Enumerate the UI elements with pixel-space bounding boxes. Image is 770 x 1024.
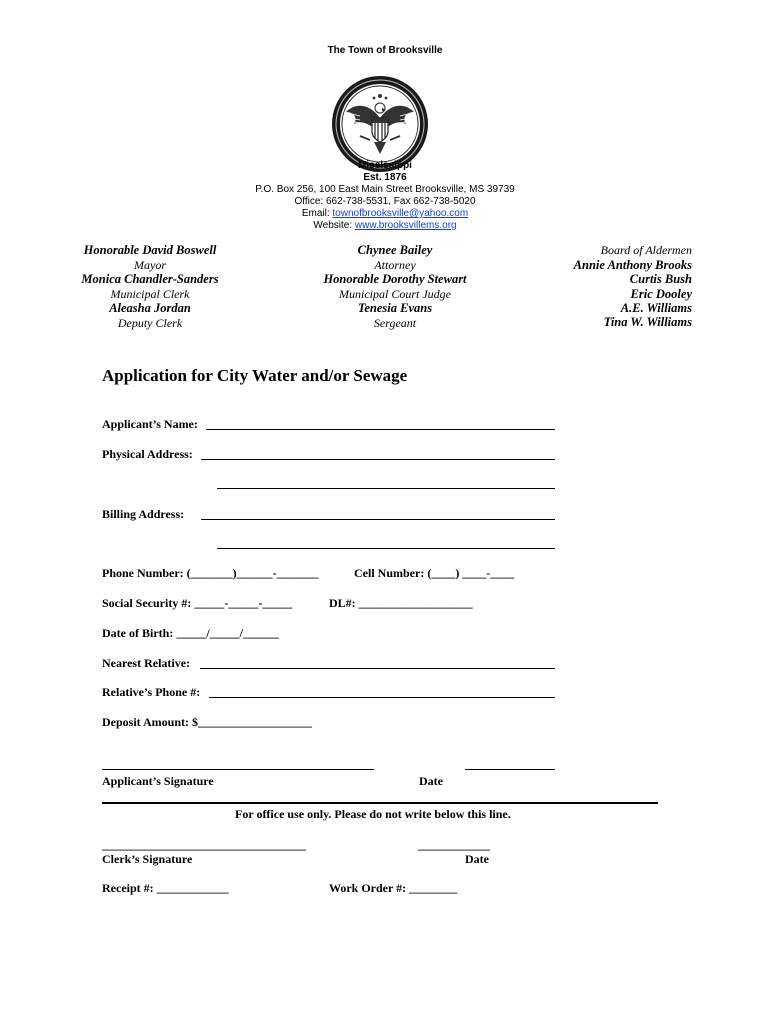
email-label: Email: [301,208,333,219]
official-name: Honorable David Boswell [83,243,217,257]
social-security-field[interactable]: Social Security #: _____-_____-_____ [102,596,293,610]
billing-address-label: Billing Address: [102,507,185,521]
email-line [0,208,770,219]
official-name: Aleasha Jordan [109,301,191,315]
relatives-phone-field[interactable] [209,697,555,698]
alderman-name: A.E. Williams [620,301,692,315]
official-role: Sergeant [373,316,417,330]
official-role: Attorney [374,258,416,272]
website-link[interactable]: www.brooksvillems.org [354,220,457,231]
mailing-address: P.O. Box 256, 100 East Main Street Brooksville, MS 39739 [255,184,515,195]
phone-number-field[interactable]: Phone Number: (_______)______-_______ [102,566,319,580]
official-role: Municipal Court Judge [339,287,451,301]
office-phone-fax: Office: 662-738-5531, Fax 662-738-5020 [294,196,476,207]
official-role: Municipal Clerk [110,287,190,301]
relatives-phone-label: Relative’s Phone #: [102,685,201,699]
alderman-name: Annie Anthony Brooks [573,258,692,272]
billing-address-field[interactable] [201,519,555,520]
clerk-signature-field[interactable]: __________________________________ [102,838,306,852]
eagle-seal-icon [330,74,430,174]
clerk-signature-label: Clerk’s Signature [102,852,193,866]
form-title: Application for City Water and/or Sewage [102,366,408,385]
clerk-date-field[interactable]: ____________ [418,838,490,852]
official-name: Honorable Dorothy Stewart [323,272,467,286]
nearest-relative-field[interactable] [200,668,555,669]
applicant-signature-field[interactable] [102,769,374,770]
applicant-name-field[interactable] [206,429,555,430]
state-name: Mississippi [358,160,412,171]
applicant-signature-label: Applicant’s Signature [102,774,214,788]
official-role: Mayor [134,258,166,272]
nearest-relative-label: Nearest Relative: [102,656,191,670]
office-use-divider [102,802,658,804]
physical-address-label: Physical Address: [102,447,193,461]
email-link[interactable]: townofbrooksville@yahoo.com [332,208,469,219]
official-name: Monica Chandler-Sanders [81,272,219,286]
alderman-name: Tina W. Williams [603,315,692,329]
established-year: Est. 1876 [363,172,407,183]
date-of-birth-field[interactable]: Date of Birth: _____/_____/______ [102,626,279,640]
official-role: Deputy Clerk [117,316,183,330]
applicant-date-label: Date [419,774,443,788]
deposit-amount-field[interactable]: Deposit Amount: $___________________ [102,715,313,729]
billing-address-field-line-2[interactable] [217,548,555,549]
physical-address-field[interactable] [201,459,555,460]
drivers-license-field[interactable]: DL#: ___________________ [329,596,473,610]
website-line [0,220,770,231]
office-use-notice: For office use only. Please do not write below this line. [235,807,511,821]
work-order-number-field[interactable]: Work Order #: ________ [329,881,458,895]
board-heading: Board of Aldermen [600,243,692,257]
website-label: Website: [313,220,355,231]
applicant-name-label: Applicant’s Name: [102,417,198,431]
clerk-date-label: Date [465,852,489,866]
town-title: The Town of Brooksville [327,45,443,56]
official-name: Tenesia Evans [357,301,433,315]
official-name: Chynee Bailey [357,243,433,257]
receipt-number-field[interactable]: Receipt #: ____________ [102,881,229,895]
physical-address-field-line-2[interactable] [217,488,555,489]
cell-number-field[interactable]: Cell Number: (____) ____-____ [354,566,515,580]
alderman-name: Eric Dooley [630,287,692,301]
applicant-date-field[interactable] [465,769,555,770]
alderman-name: Curtis Bush [629,272,692,286]
